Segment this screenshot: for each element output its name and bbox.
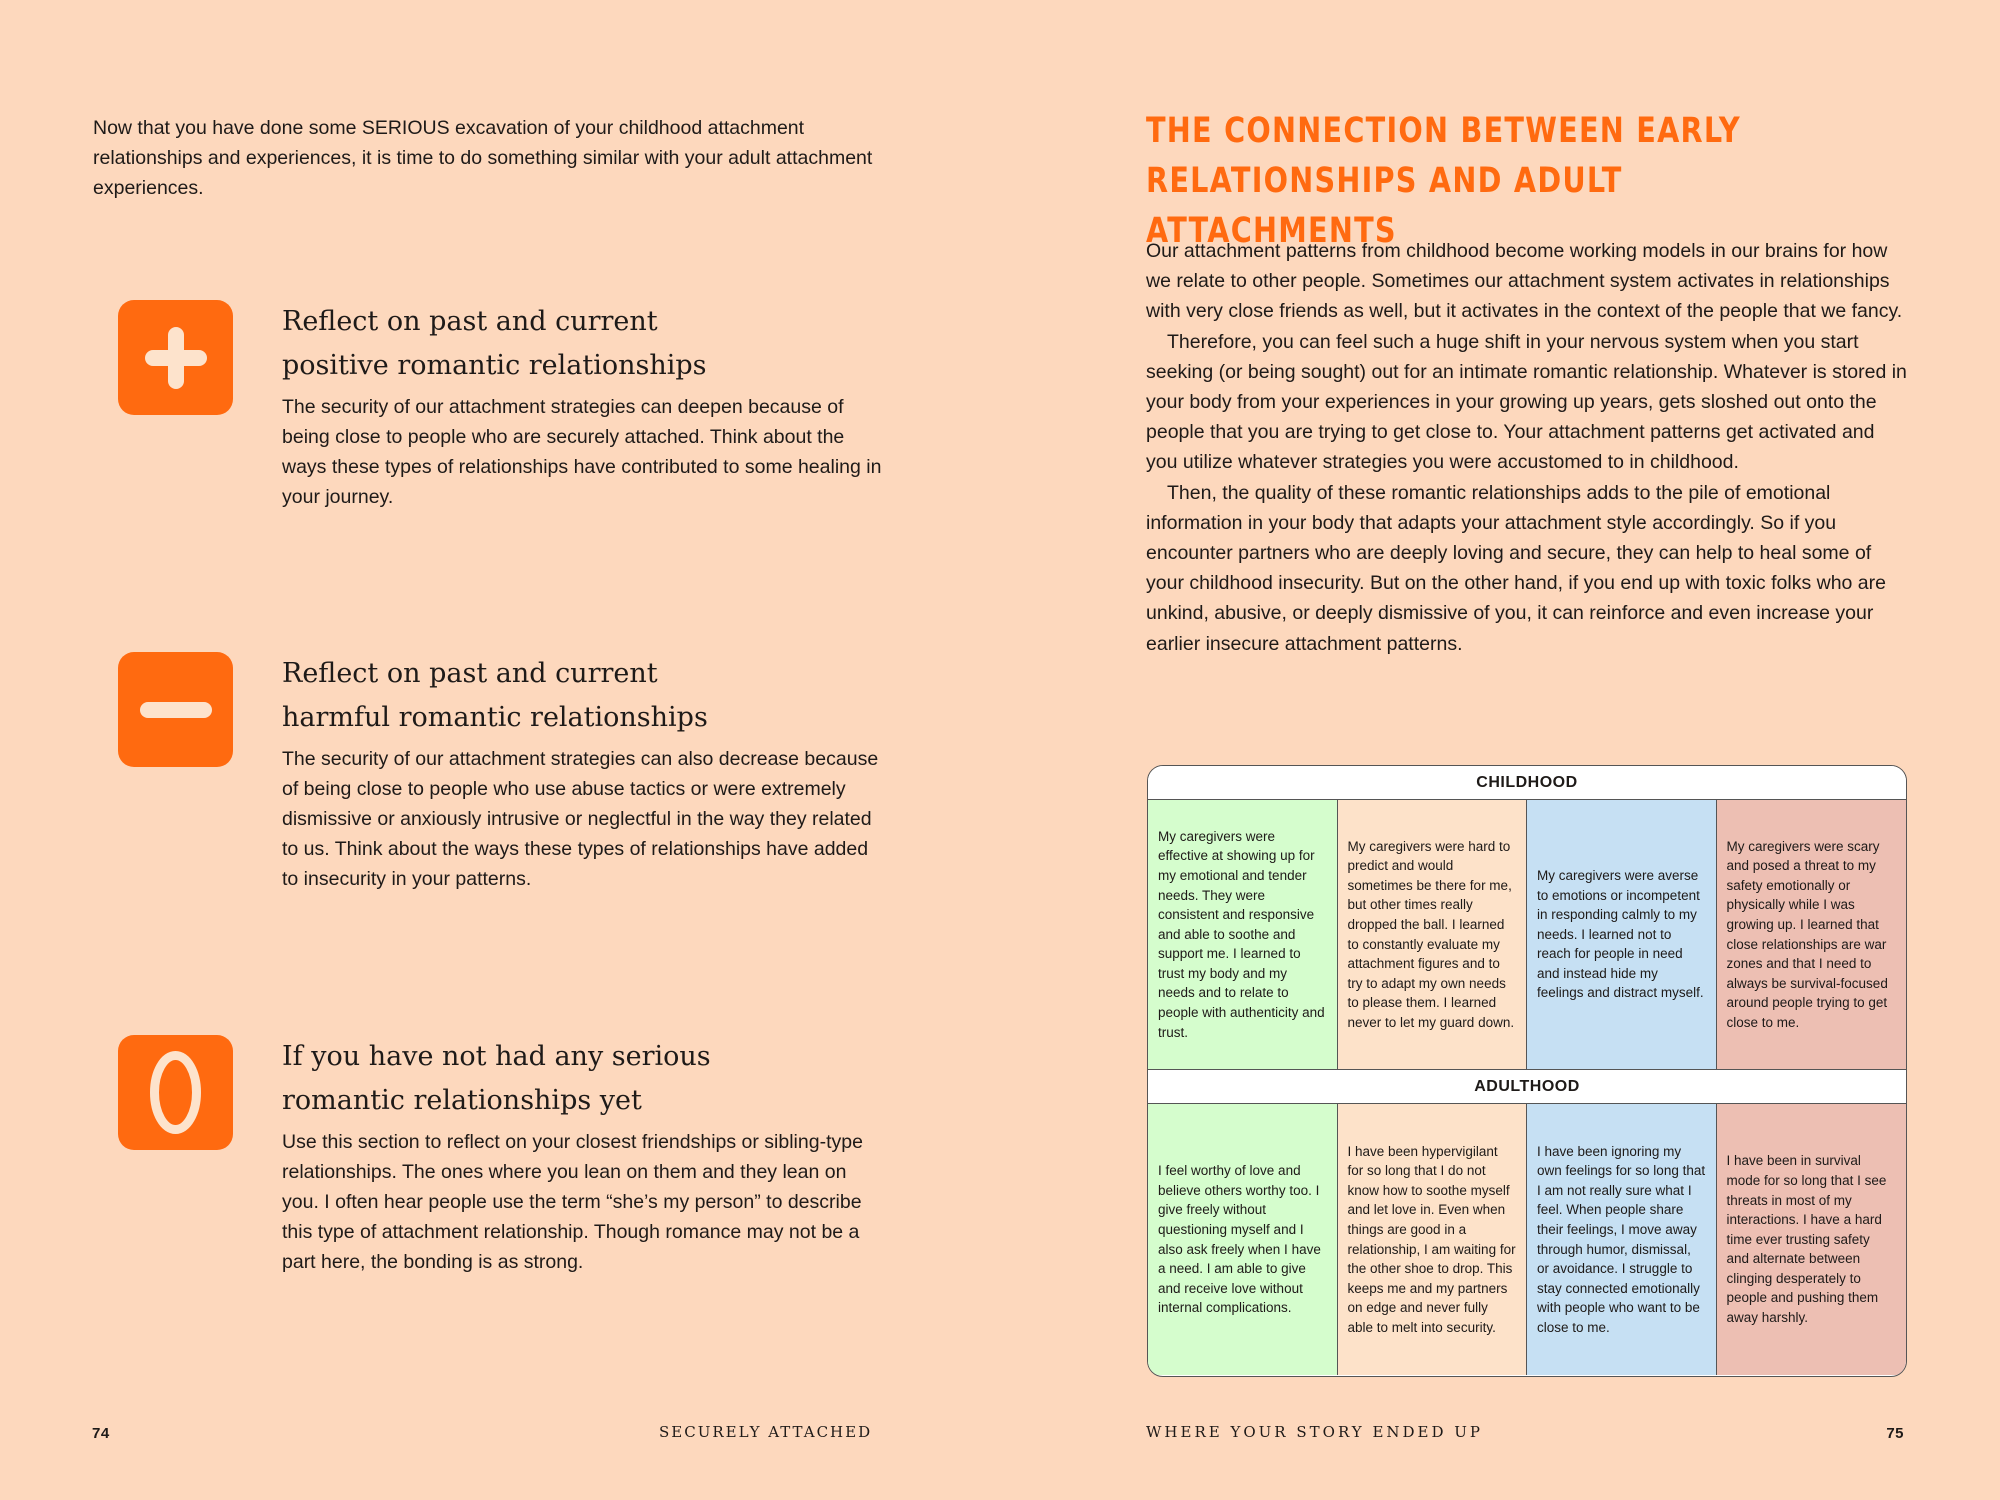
table-cell-secure [1148,800,1338,1069]
reflection-title [282,300,882,388]
intro-paragraph: Now that you have done some SERIOUS excavation of your childhood attachment relationships and experiences, it is time to do something similar with your adult attachment experiences. [93,117,873,199]
adulthood-row [1148,1104,1906,1375]
table-cell-disorganized [1717,1104,1907,1375]
zero-icon [118,1035,233,1150]
cell-text: My caregivers were effective at showing up for my emotional and tender needs. They were consistent and responsive and able to soothe and support me. I learned to trust my body and my needs and to relate to people with authenticity and trust. [1158,828,1325,1040]
title-line: romantic relationships yet [282,1085,642,1116]
adulthood-header: ADULTHOOD [1148,1070,1906,1104]
reflection-body: Use this section to reflect on your closest friendships or sibling-type relationships. The ones where you lean on them and they lean on you. I often hear people use the term “she’s my person” to describe this type of attachment relationship. Though romance may not be a part here, the bonding is as strong. [282,1131,863,1273]
title-line: Reflect on past and current [282,658,658,689]
page-number: 74 [92,1425,110,1442]
paragraph: Therefore, you can feel such a huge shift in your nervous system when you start seeking (or being sought) out for an intimate romantic relationship. Whatever is stored in your body from your experiences in your growing up years, gets sloshed out onto the people that you are trying to get close to. Your attachment patterns get activated and you utilize whatever strategies you were accustomed to in childhood. [1146,330,1907,474]
reflection-body: The security of our attachment strategies can also decrease because of being close to people who use abuse tactics or were extremely dismissive or anxiously intrusive or neglectful in the way they related to us. Think about the ways these types of relationships have added to insecurity in your patterns. [282,748,879,890]
running-title: SECURELY ATTACHED [659,1423,873,1441]
reflection-title [282,1035,882,1123]
table-cell-avoidant [1527,800,1717,1069]
paragraph: Then, the quality of these romantic relationships adds to the pile of emotional information in your body that adapts your attachment style accordingly. So if you encounter partners who are deeply loving and secure, they can help to heal some of your childhood insecurity. But on the other hand, if you end up with toxic folks who are unkind, abusive, or deeply dismissive of you, it can reinforce and even increase your earlier insecure attachment patterns. [1146,481,1886,655]
table-cell-anxious [1338,800,1528,1069]
running-title: WHERE YOUR STORY ENDED UP [1146,1423,1484,1441]
title-line: positive romantic relationships [282,350,707,381]
table-cell-disorganized [1717,800,1907,1069]
plus-icon [118,300,233,415]
section-heading: THE CONNECTION BETWEEN EARLY RELATIONSHIPS AND ADULT ATTACHMENTS [1146,111,1741,251]
reflection-title [282,652,882,740]
reflection-body: The security of our attachment strategies can deepen because of being close to people who are securely attached. Think about the ways these types of relationships have contributed to some healing in your journey. [282,396,882,508]
attachment-table [1147,765,1907,1377]
cell-text: My caregivers were scary and posed a threat to my safety emotionally or physically while I was growing up. I learned that close relationships are war zones and that I need to always be survival-focused around people trying to get close to me. [1726,838,1888,1030]
childhood-header: CHILDHOOD [1148,766,1906,800]
cell-text: I feel worthy of love and believe others worthy too. I give freely without questioning myself and I also ask freely when I have a need. I am able to give and receive love without internal complications. [1158,1163,1321,1316]
table-cell-anxious [1338,1104,1528,1375]
childhood-row [1148,800,1906,1070]
minus-icon [118,652,233,767]
title-line: If you have not had any serious [282,1041,711,1072]
cell-text: I have been in survival mode for so long that I see threats in most of my interactions. I have a hard time ever trusting safety and alternate between clinging desperately to people and pushing them away harshly. [1726,1153,1887,1326]
cell-text: I have been ignoring my own feelings for so long that I am not really sure what I feel. When people share their feelings, I move away through humor, dismissal, or avoidance. I struggle to stay connected emotionally with people who want to be close to me. [1537,1143,1706,1335]
page-number: 75 [1886,1425,1904,1442]
body-text [1146,236,1908,659]
table-cell-secure [1148,1104,1338,1375]
title-line: harmful romantic relationships [282,702,708,733]
title-line: Reflect on past and current [282,306,658,337]
right-page [1000,0,2000,1500]
cell-text: My caregivers were hard to predict and would sometimes be there for me, but other times really dropped the ball. I learned to constantly evaluate my attachment figures and to try to adapt my own needs to please them. I learned never to let my guard down. [1347,838,1515,1030]
reflection-text [282,300,882,512]
reflection-text [282,1035,882,1277]
table-cell-avoidant [1527,1104,1717,1375]
paragraph: Our attachment patterns from childhood become working models in our brains for how we relate to other people. Sometimes our attachment system activates in relationships with very close friends as well, but it activates in the context of the people that we fancy. [1146,240,1903,323]
cell-text: My caregivers were averse to emotions or incompetent in responding calmly to my needs. I learned not to reach for people in need and instead hide my feelings and distract myself. [1537,867,1704,1001]
cell-text: I have been hypervigilant for so long that I do not know how to soothe myself and let love in. Even when things are good in a relationship, I am waiting for the other shoe to drop. This keeps me and my partners on edge and never fully able to melt into security. [1347,1143,1516,1335]
reflection-text [282,652,882,894]
